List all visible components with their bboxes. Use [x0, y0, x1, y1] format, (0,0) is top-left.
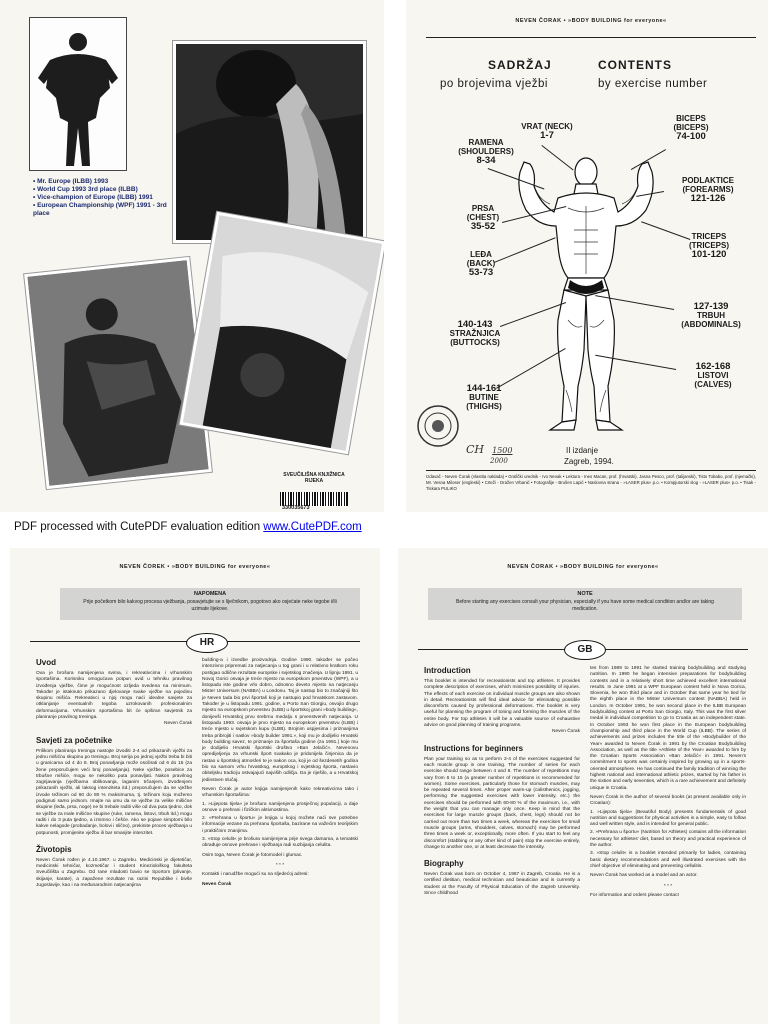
label-forearms-name: PODLAKTICE [682, 176, 734, 185]
label-triceps-name: TRICEPS [691, 232, 727, 241]
section-text: Neven Čorak rođen je 4.10.1967. u Zagrebu. Medicinski je dijetetičar, medicinski tehničar, kozmetičar i student Kineziološkog fakulteta Sveučilišta u Zagrebu. Od rane mladosti bavio se Sportom (plivanje, skijanje, karate), a zapažene rezultate na razini Republike i bivše Jugoslavije, kao i na međunarodnim natjecanjima [36, 857, 192, 889]
watermark-link[interactable]: www.CutePDF.com [263, 521, 362, 533]
handwritten-price: 1500 [492, 446, 513, 455]
library-name: SVEUČILIŠNA KNJIŽNICA [283, 472, 345, 478]
photo-back-pose [29, 17, 127, 171]
label-chest [458, 204, 508, 231]
stars-divider: * * * [275, 862, 285, 868]
label-shoulders-name: RAMENA [468, 138, 504, 147]
achievement-item: • Mr. Europe (ILBB) 1993 [33, 178, 109, 185]
label-buttocks-range: 140-143 [457, 319, 493, 330]
contents-title-hr: SADRŽAJ [488, 58, 552, 72]
label-forearms [668, 176, 748, 203]
label-forearms-range: 121-126 [690, 193, 726, 204]
barcode [280, 492, 348, 506]
section-heading: Savjeti za početnike [36, 735, 113, 745]
language-badge-gb: GB [564, 640, 606, 660]
stars-divider: * * * [663, 883, 673, 889]
section-text: Plan your training so as to perform 2-4 of the exercises suggested for each muscle group in one training. The number of series for each exercise should range between 4 and 8. The number of repetitions may vary from 6 to 15 (a greater number of repetitions is recommended for women). Some exercises, particularly those for stomach muscles, may be repeated several times. After proper warm-up (calisthenics, jogging, performing the suggested exercises with lower intensity, etc.) the exercises should be performed with 60-80 % of the maximum, i.e., with the weight that you can manage only once. Keep in mind that the exercises for large muscle groups (back, chest, legs) should not be carried out more than two times a week, whereas the exercises for small muscle groups (arms, shoulders, calves, stomach) may be performed three times a week or, exceptionally, more often. If you start to feel any discomfort (stabbing or any other kind of pain) stop the exercise entirely, change to another one, or at least decrease the intensity. [424, 756, 580, 850]
note-title: NOTE [577, 591, 593, 597]
label-thighs-sub: (THIGHS) [466, 402, 502, 411]
label-back-sub: (BACK) [466, 259, 496, 268]
note-title: NAPOMENA [193, 591, 227, 597]
section-heading: Introduction [424, 666, 471, 675]
section-text: This booklet is intended for recreationists and top athletes. It provides complete description of exercises, which minimizes possibility of injuries. The effects of each exercise on individual muscle groups are also shown in detail. Recreationists will find ideal advice for eliminating possible discomforts caused by professional deformations. The booklet is very useful for planning the program of toning and forming the muscles of the entire body. For top athletes it will be a valuable source of exhaustive advice on good planning of training programs. [424, 679, 580, 729]
achievement-item: • European Championship (WPF) 1991 - 3rd place [33, 202, 167, 217]
label-biceps-range: 74-100 [676, 131, 706, 142]
achievements-list [33, 178, 173, 218]
label-chest-name: PRSA [471, 204, 495, 213]
label-calves-range: 162-168 [695, 361, 731, 372]
athlete-back-silhouette [30, 18, 126, 170]
label-thighs-range: 144-161 [466, 383, 502, 394]
language-badge-hr: HR [186, 633, 228, 653]
label-back-name: LEĐA [470, 250, 492, 259]
book-item: 1. »Lijepota tijela« (Beautiful Body) presents fundamentals of good nutrition and suggestions for physical activities in a simple, easy to follow and well written style, and is intended for general public. [590, 809, 746, 828]
section-text: Prilikom planiranja treninga nastojte izvoditi 2-4 od prikazanih vježbi za jednu mišićnu skupinu po treningu. Broj serija po jednoj vježbi treba bi biti u granicama od 4 do 8. Broj ponavljanja može oscilirati od 6 do 15 (za žene preporučujem veći broj ponavljanja). Neke vježbe, posebice za trbušne mišiće, mogu se nekoliko puta ponavljati. Nakon pravilnog zagrijavanja (vježbama oblikovanja, laganim trčanjem, izvođenjem prikazanih vježbi, ali laksog intenziteta itd.) preporučujem da se vježbe izvode težinom od 60 do 80 % maksimuma, tj. težinom koju možemo podignuti samo jednom. Imajte na umu da se vježbe za velike mišićne skupine (leđa, prsa, noge) ne bi trebale raditi više od dva puta tjedno, dok se vježbe za male mišićne skupine (ruke, ramena, listovi, trbuh itd.) mogu raditi i do 3 puta tjedno, a iznimno i češće. Ako se pojave simptomi bilo kakve nelagode (probadanje, bolovi i slično), prekinite proces vježbanja u potpunosti, promijenite vježbu ili bar smanjite intenzitet. [36, 748, 192, 836]
section-text: Ova je brošura namijenjena svima, i rekreativcima i vrhunskim sportašima. Korisniku omogućava potpun uvid u tehniku pravilnog izvođenja vježbe, čime je mogućnost ozljeda svedena na minimum. Također je istaknuto prikazano djelovanje svake vježbe na pojedinu skupinu mišića. Rekreativci u njoj mogu naći idealne savjete za otklanjanje eventualnih tegoba uzrokovanih profesionalnim deformacijama. Vrhunskim sportašima bit će opširan savjetnik za planiranje pravilnog treninga. [36, 671, 192, 721]
label-calves-name: LISTOVI [697, 371, 729, 380]
signature: Neven Čorak [164, 721, 192, 727]
model-actor-note: Osim toga, Neven Čorak je fotomodel i glumac. [202, 852, 303, 858]
label-triceps [674, 232, 744, 259]
label-chest-sub: (CHEST) [466, 213, 500, 222]
running-head: NEVEN ČORAK • »BODY BUILDING for everyone« [507, 564, 659, 570]
barcode-number: 330035673 [282, 505, 310, 511]
section-heading: Životopis [36, 844, 72, 854]
section-text: Neven Čorak was born on October 4, 1967 in Zagreb, Croatia. He is a certified dietitian, medical technician and beautician and is currently a student at the Faculty of Physical Education of the Zagreb University. Since childhood [424, 872, 580, 897]
place-date: Zagreb, 1994. [564, 457, 614, 466]
contact-name: Neven Čorak [202, 881, 232, 887]
running-head: NEVEN ČOREK • »BODY BUILDING for everyone« [119, 564, 271, 570]
model-actor-note: Neven Čorak has worked as a model and an actor. [590, 873, 698, 879]
note-box [60, 588, 360, 620]
biography-continued: building-a i izvedbe proizvodnja. Godine 1990. također se počeo intenzivno pripremati za natjecanja u tog grani i u relativno kratkom roku postigao odlične rezultate europske i svjetskog značenja. U lipnju 1991. u Novoj Gorici osvaja je treće mjesto na europskom prvenstvu (WPF), a u listopadu iste godine vrlo dobro, odnosno deveto mjesto na natjecanju Mister Universum (NABBA) u Londonu. Taj je nastup bio to značajniji što je Neven tada bio prvi športaš koji je nastupio pod hrvatskom zastavom. Također je u listopadu 1991. godine, u Porto San Giorgiu, osvojio drugo mjesto na europskom prvenstvu (ILBB) u športskoj grani »body building«, donijevši Hrvatskoj prvu srebrnu medalju s prvenstvenih natjecanja. U listopadu 1993. osvaja je prvo mjesto na europskom prvenstvu (ILBB) i treće mjesto u svjetskom kupu (ILBB). Brojnim uspjesima i priznanjima treba pribrojiti i naslov »body builder 1991.«, koji mu je dodijelio Hrvatski body building savez, te priznanje za športaša godine (za 1991.) koje mu je dodijelio Hrvatski športski društvo »Ban Jelačić«. Nevenovu opredijeljenju za vrhunski šport svakako je pridonijela činjenica da je rastao u športskoj atmosferi te je nakon oca, koji je od šezdesetih godina bio na samom vrhu hrvatskog, europskog i svjetskog športa, nastavio obiteljsku tradiciju ostvajajući najviših odličja. Da je riješilo, a u Hrvatskoj jedinstven slučaj. [202, 658, 358, 783]
label-back [456, 250, 506, 277]
page-top-left [0, 0, 384, 512]
label-shoulders-sub: (SHOULDERS) [458, 147, 514, 156]
photo-towel [176, 44, 363, 240]
book-item: 3. »Stop celulit« je brošura namijenjena prije svega damama, a tematski obrađuje osnove prehrane i vježbanja radi suzbijanja celulita. [202, 837, 358, 849]
label-forearms-sub: (FOREARMS) [682, 185, 734, 194]
label-neck-range: 1-7 [540, 130, 554, 141]
label-shoulders-range: 8-34 [476, 155, 496, 166]
column-left [36, 658, 192, 889]
label-chest-range: 35-52 [470, 221, 496, 232]
books-intro: Neven Čorak is the author of several books (at present available only in Croatian): [590, 794, 746, 807]
handwritten-code: CH [466, 443, 485, 456]
muscle-figure [506, 150, 666, 435]
cutepdf-watermark [14, 521, 362, 533]
books-intro: Neven Čorak je autor knjiga namijenjenih kako rekreativcima tako i vrhunskim športašima: [202, 786, 358, 799]
contents-subtitle-hr: po brojevima vježbi [440, 78, 548, 90]
label-abdominals [668, 302, 754, 329]
book-item: 2. »Prehrana u športu« je knjiga u kojoj možete naći sve potrebne informacije vezane za prehranu športaša, bazirane na važećim teorijskim i praktičnim znanjima. [202, 816, 358, 834]
achievement-item: • Vice-champion of Europe (ILBB) 1991 [33, 194, 153, 201]
label-shoulders [446, 138, 526, 165]
column-right [590, 666, 746, 899]
watermark-text: PDF processed with CutePDF evaluation edition [14, 521, 264, 533]
label-calves [678, 362, 748, 389]
label-abdominals-name: TRBUH [697, 311, 725, 320]
column-right [202, 658, 358, 888]
contact-text: For information and orders please contact [590, 892, 679, 898]
label-biceps-sub: (BICEPS) [673, 123, 709, 132]
contents-title-en: CONTENTS [598, 58, 672, 72]
label-biceps [656, 114, 726, 141]
running-head: NEVEN ČORAK • »BODY BUILDING for everyone« [515, 18, 667, 24]
head-rule [426, 37, 756, 38]
page-top-right [406, 0, 768, 512]
book-item: 3. »Stop celulit« is a booklet intended primarily for ladies, containing basic dietary recommendations and well illustrated exercises with the chief objective of eliminating and preventing cellulitis. [590, 851, 746, 869]
library-city: RIJEKA [304, 478, 324, 484]
achievement-item: • World Cup 1993 3rd place (ILBB) [33, 186, 138, 193]
handwritten-note [466, 438, 512, 465]
crouching-athlete-image [27, 260, 208, 486]
note-box [428, 588, 742, 620]
note-text: Before starting any exercises consult your physician, especially if you have some medical condition and/or are taking medication. [456, 599, 714, 612]
label-thighs [454, 384, 514, 411]
label-buttocks [440, 320, 510, 347]
biography-continued: tes from 1989 to 1991 he started training bodybuilding and studying nutrition. In 1990 he began intensive preparations for bodybuilding contests and in a relatively short time achieved excellent international results. In June 1991 at a WPF European contest held in Nova Gorica, Slovenia, he won third place and in October that same year he tied for the eighth place in the Mister Universum contest (NABBA) held in London. In October 1991, he won second place in the ILBB European bodybuilding contest at Porto San Giorgio, Italy. This was the first silver medal in individual competition to go to Croatia as an independent state. In October 1993 he won first place in the European bodybuilding championship and third place in the World Cup (ILBB). The series of achievements and prizes includes the title of the »Bodybuilder of the Year« awarded to Neven Čorak in 1991 by the Croatian Bodybuilding Association, as well as the title »Athlete of the Year« awarded to him by the Croatian Sports Association »Ban Jelačić« in 1991. Neven's commitment to sports was certainly inspired by growing up in a sports-oriented atmosphere. He has continued the family tradition of winning the highest national and international athletic prizes, started by his father in the sixties and early seventies, which is a rare achievement and definitely unique in Croatia. [590, 666, 746, 791]
label-buttocks-sub: (BUTTOCKS) [450, 338, 500, 347]
round-library-stamp [416, 404, 460, 448]
label-triceps-sub: (TRICEPS) [689, 241, 729, 250]
label-buttocks-name: STRAŽNJICA [449, 329, 501, 338]
label-abdominals-sub: (ABDOMINALS) [681, 320, 741, 329]
label-biceps-name: BICEPS [676, 114, 706, 123]
library-stamp [274, 472, 354, 484]
book-item: 2. »Prehrana u športu« (Nutrition for Athletes) contains all the information necessary for athletes' diet, based on theory and practical experience of the author. [590, 830, 746, 849]
page-bottom-right [398, 548, 768, 1024]
section-heading: Instructions for beginners [424, 743, 524, 753]
photo-towel-portrait [183, 215, 382, 450]
section-heading: Biography [424, 859, 464, 869]
edition: II izdanje [566, 446, 599, 455]
towel-image [176, 44, 363, 240]
credits: Izdavač - Neven Čorak (vlastita naklada) • Grafički urednik - Ivo Nevak • Lektura - Ines Macan, prof. (hrvatski), Jasna Pesco, prof. (talijanski), Tisto Tobabo, prof. (njemački), Mr. Vesna Miloser (engleski) • Crteži - Dražen Vrbanić • Fotografije - Brušen Lapić • Naslovna strana - »LASER plus« p.o. • Kompjutorski slog - »LASER plus« p.o. • Tisak - Tiskara PULIKO [426, 474, 756, 491]
label-neck-name: VRAT (NECK) [521, 122, 573, 131]
contents-subtitle-en: by exercise number [598, 78, 708, 90]
contact-text: Kontakti i narudžbe mogući su na sljedećoj adresi: [202, 872, 309, 878]
section-heading: Uvod [36, 658, 56, 667]
label-triceps-range: 101-120 [691, 249, 727, 260]
column-left [424, 666, 580, 897]
towel-portrait-image [183, 215, 382, 450]
label-abdominals-range: 127-139 [693, 301, 729, 312]
page-bottom-left [10, 548, 380, 1024]
label-back-range: 53-73 [468, 267, 494, 278]
photo-crouch-pose [27, 260, 208, 486]
credits-rule [426, 470, 756, 471]
handwritten-year: 2000 [490, 457, 508, 465]
note-text: Prije početkom bilo kakvog procesa vježbanja, posavjetujte se s liječnikom, pogotovo ako osjećate neke tegobe i/ili uzimate lijekove. [83, 599, 337, 612]
label-calves-sub: (CALVES) [694, 380, 732, 389]
label-thighs-name: BUTINE [469, 393, 499, 402]
signature: Neven Čorak [552, 729, 580, 735]
book-item: 1. »Lijepota tijela« je brošura namijenjena prosječnoj populaciji, a daje osnove o prehrani i fizičkim aktivnostima. [202, 801, 358, 813]
